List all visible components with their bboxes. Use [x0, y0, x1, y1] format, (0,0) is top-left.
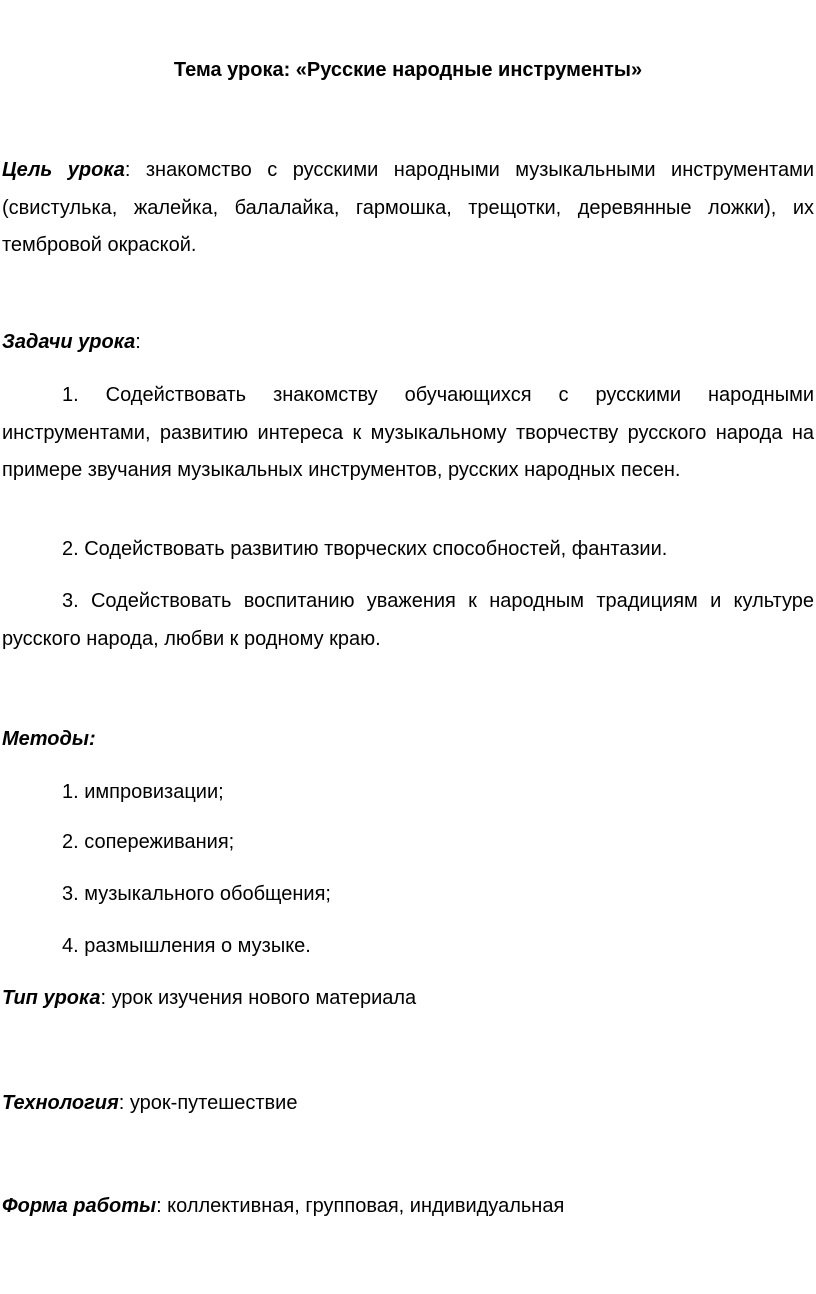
technology-label: Технология: [2, 1092, 119, 1114]
method-item-2: 2. сопереживания;: [62, 831, 235, 853]
work-form-paragraph: [2, 1188, 814, 1226]
work-form-label: Форма работы: [2, 1195, 157, 1217]
technology-paragraph: [2, 1085, 814, 1123]
tasks-heading: [2, 324, 814, 362]
lesson-title: Тема урока: «Русские народные инструменты»: [173, 59, 643, 81]
goal-text: : знакомство с русскими народными музыкальными инструментами (свистулька, жалейка, балалайка, гармошка, трещотки, деревянные ложки), их тембровой окраской.: [2, 159, 814, 256]
methods-label: Методы:: [2, 728, 96, 750]
method-item-3: 3. музыкального обобщения;: [62, 883, 331, 905]
goal-label: Цель урока: [2, 159, 125, 181]
task-item-2: 2. Содействовать развитию творческих способностей, фантазии.: [62, 538, 668, 560]
methods-heading: [2, 721, 814, 759]
tasks-colon: :: [135, 331, 141, 353]
technology-text: : урок-путешествие: [118, 1092, 298, 1114]
lesson-type-paragraph: [2, 980, 814, 1018]
lesson-type-label: Тип урока: [2, 987, 101, 1009]
work-form-text: : коллективная, групповая, индивидуальная: [156, 1195, 565, 1217]
lesson-type-text: : урок изучения нового материала: [100, 987, 417, 1009]
task-item-1: 1. Содействовать знакомству обучающихся с русскими народными инструментами, развитию интереса к музыкальному творчеству русского народа на примере звучания музыкальных инструментов, русских народных песен.: [2, 384, 814, 481]
method-item-1: 1. импровизации;: [62, 781, 224, 803]
task-item-3: 3. Содействовать воспитанию уважения к народным традициям и культуре русского народа, любви к родному краю.: [2, 590, 814, 650]
goal-paragraph: [2, 152, 814, 265]
tasks-label: Задачи урока: [2, 331, 136, 353]
method-item-4: 4. размышления о музыке.: [62, 935, 311, 957]
